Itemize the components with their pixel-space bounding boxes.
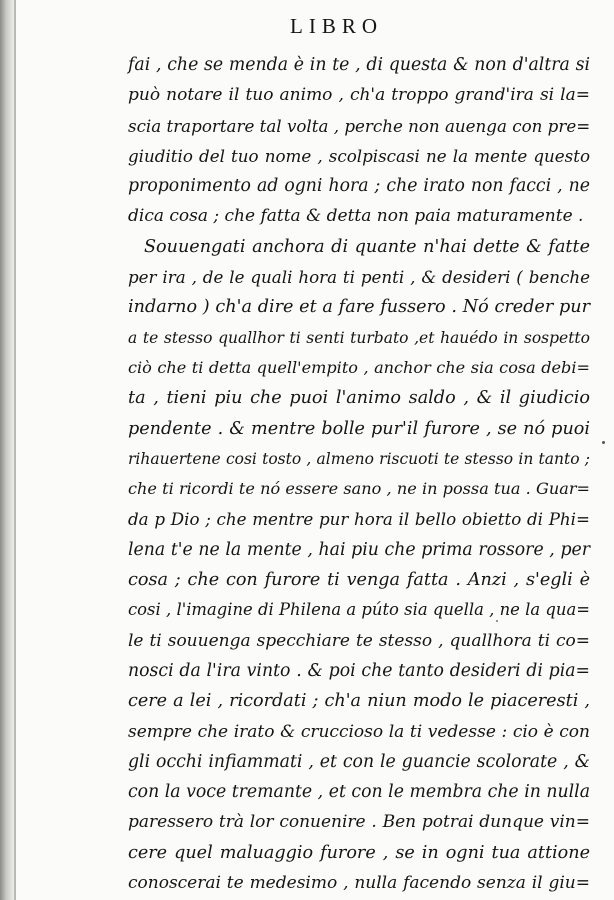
text-line: paressero trà lor conuenire . Ben potrai dunque vin=: [128, 812, 590, 833]
text-line: sempre che irato & cruccioso la ti vedesse : cio è con: [128, 721, 590, 742]
text-line: scia traportare tal volta , perche non auenga con pre=: [128, 115, 591, 136]
text-line: per ira , de le quali hora ti penti , & desideri ( benche: [128, 267, 590, 288]
text-line: dica cosa ; che fatta & detta non paia maturamente .: [128, 206, 584, 227]
text-line: rihauertene cosi tosto , almeno riscuoti te stesso in tanto ;: [128, 449, 590, 468]
running-head: LIBRO: [290, 14, 383, 38]
text-line: proponimento ad ogni hora ; che irato non facci , ne: [128, 176, 590, 197]
book-gutter-shadow: [0, 0, 14, 900]
text-line: lena t'e ne la mente , hai piu che prima rossore , per: [128, 539, 590, 560]
text-line: Souuengati anchora di quante n'hai dette & fatte: [144, 236, 590, 257]
text-line: ta , tieni piu che puoi l'animo saldo , & il giudicio: [128, 388, 590, 409]
text-line: da p Dio ; che mentre pur hora il bello obietto di Phi=: [128, 509, 590, 530]
text-line: le ti souuenga specchiare te stesso , quallhora ti co=: [128, 630, 590, 651]
paper-speck: [496, 620, 498, 622]
text-line: cosa ; che con furore ti venga fatta . Anzi , s'egli è: [128, 570, 590, 591]
text-line: cere quel maluaggio furore , se in ogni tua attione: [128, 842, 590, 863]
text-line: pendente . & mentre bolle pur'il furore , se nó puoi: [128, 418, 590, 439]
text-line: nosci da l'ira vinto . & poi che tanto desideri di pia=: [128, 660, 590, 681]
text-line: che ti ricordi te nó essere sano , ne in possa tua . Guar=: [128, 479, 590, 499]
text-line: conoscerai te medesimo , nulla facendo senza il giu=: [128, 873, 590, 894]
text-line: con la voce tremante , et con le membra che in nulla: [128, 782, 590, 803]
text-line: può notare il tuo animo , ch'a troppo grand'ira si la=: [128, 85, 590, 106]
text-line: giuditio del tuo nome , scolpiscasi ne la mente questo: [128, 145, 590, 166]
text-line: indarno ) ch'a dire et a fare fussero . Nó creder pur: [128, 297, 590, 318]
text-line: cere a lei , ricordati ; ch'a niun modo le piaceresti ,: [128, 691, 590, 712]
book-page: [16, 0, 614, 900]
text-line: gli occhi infiammati , et con le guancie scolorate , &: [128, 751, 590, 772]
text-line: cosi , l'imagine di Philena a púto sia quella , ne la qua=: [128, 600, 590, 620]
body-text: [128, 50, 590, 898]
text-line: a te stesso quallhor ti senti turbato ,et hauédo in sospetto: [128, 328, 590, 347]
text-line: ciò che ti detta quell'empito , anchor che sia cosa debi=: [128, 357, 590, 377]
text-line: fai , che se menda è in te , di questa & non d'altra si: [128, 55, 590, 75]
paper-speck: [602, 441, 605, 444]
